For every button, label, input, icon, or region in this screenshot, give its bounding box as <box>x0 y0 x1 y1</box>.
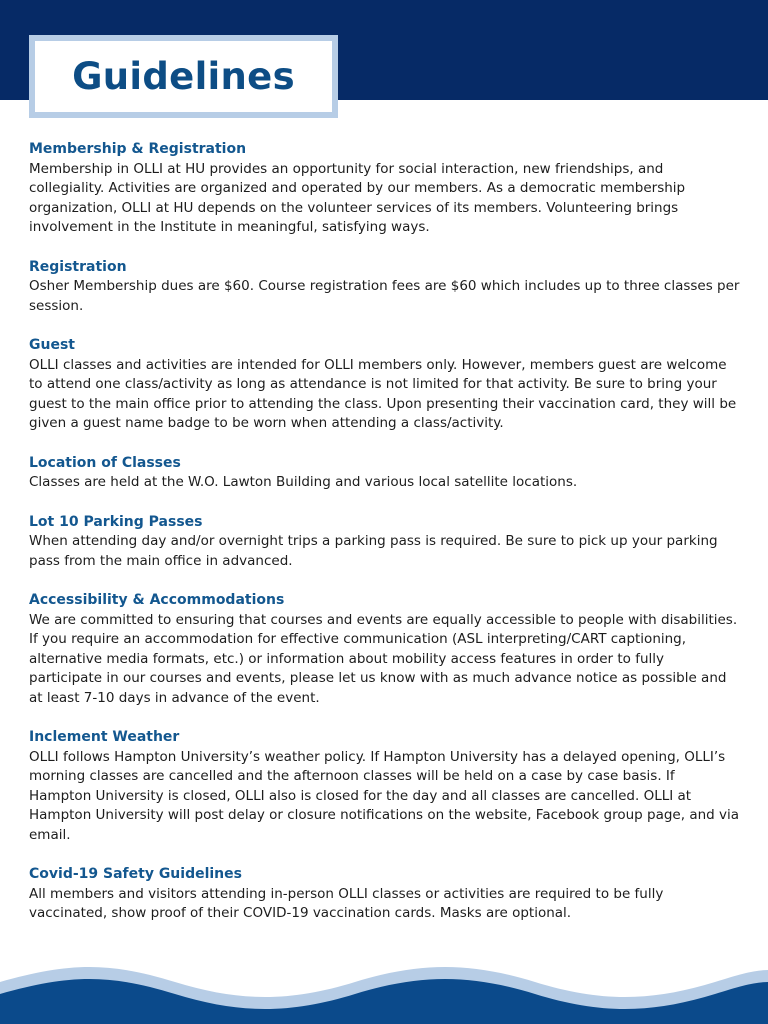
section-body: Osher Membership dues are $60. Course registration fees are $60 which includes up to three classes per session. <box>29 278 740 314</box>
section-heading: Accessibility & Accommodations <box>29 592 285 608</box>
section-heading: Covid-19 Safety Guidelines <box>29 866 242 882</box>
section-body: OLLI classes and activities are intended for OLLI members only. However, members guest are welcome to attend one class/activity as long as attendance is not limited for that activity. Be sure to bring your guest to the main office prior to attending the class. Upon presenting their vaccination card, they will be given a guest name badge to be worn when attending a class/activity. <box>29 356 737 431</box>
page-title: Guidelines <box>72 55 295 98</box>
section-covid-safety <box>29 865 741 924</box>
title-frame <box>29 35 338 118</box>
section-heading: Inclement Weather <box>29 729 180 745</box>
section-registration <box>29 258 741 317</box>
section-body: Membership in OLLI at HU provides an opportunity for social interaction, new friendships, and collegiality. Activities are organized and operated by our members. As a democratic membership organization, OLLI at HU depends on the volunteer services of its members. Volunteering brings involvement in the Institute in meaningful, satisfying ways. <box>29 160 686 235</box>
section-body: OLLI follows Hampton University’s weather policy. If Hampton University has a delayed opening, OLLI’s morning classes are cancelled and the afternoon classes will be held on a case by case basis. If Hampton University is closed, OLLI also is closed for the day and all classes are cancelled. OLLI at Hampton University will post delay or closure notifications on the website, Facebook group page, and via email. <box>29 748 740 843</box>
section-heading: Guest <box>29 337 75 353</box>
section-body: Classes are held at the W.O. Lawton Building and various local satellite locations. <box>29 474 578 490</box>
section-location-of-classes <box>29 454 741 493</box>
guidelines-content <box>29 140 741 944</box>
footer-waves <box>0 964 768 1024</box>
section-membership-registration <box>29 140 741 238</box>
section-heading: Location of Classes <box>29 454 181 471</box>
section-heading: Lot 10 Parking Passes <box>29 513 203 530</box>
section-body: All members and visitors attending in-person OLLI classes or activities are required to be fully vaccinated, show proof of their COVID-19 vaccination cards. Masks are optional. <box>29 885 664 921</box>
section-heading: Membership & Registration <box>29 141 247 157</box>
section-accessibility <box>29 591 741 708</box>
section-heading: Registration <box>29 258 127 275</box>
section-body: When attending day and/or overnight trips a parking pass is required. Be sure to pick up your parking pass from the main office in advanced. <box>29 533 718 569</box>
section-body: We are committed to ensuring that courses and events are equally accessible to people with disabilities. If you require an accommodation for effective communication (ASL interpreting/CART captioning, alternative media formats, etc.) or information about mobility access features in order to fully participate in our courses and events, please let us know with as much advance notice as possible and at least 7-10 days in advance of the event. <box>29 611 738 706</box>
section-parking-passes <box>29 513 741 572</box>
title-panel <box>35 41 332 112</box>
section-inclement-weather <box>29 728 741 845</box>
section-guest <box>29 336 741 434</box>
